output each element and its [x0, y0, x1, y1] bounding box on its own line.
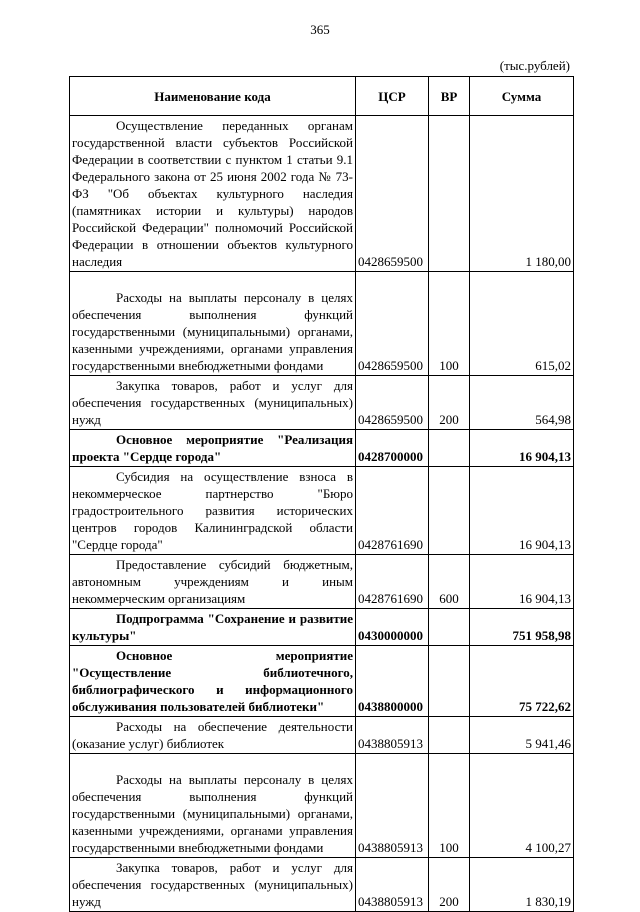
table-row	[70, 467, 574, 555]
row-vr	[429, 717, 470, 754]
row-name: Субсидия на осуществление взноса в некоммерческое партнерство "Бюро градостроительного развития исторических центров городов Калининградской области "Сердце города"	[70, 467, 356, 555]
row-sum: 16 904,13	[470, 555, 574, 609]
row-vr: 100	[429, 754, 470, 858]
row-csr: 0438805913	[356, 754, 429, 858]
row-csr: 0438800000	[356, 646, 429, 717]
table-row	[70, 858, 574, 912]
row-name: Расходы на обеспечение деятельности (оказание услуг) библиотек	[70, 717, 356, 754]
table-row	[70, 116, 574, 272]
row-sum: 5 941,46	[470, 717, 574, 754]
row-sum: 751 958,98	[470, 609, 574, 646]
row-csr: 0438805913	[356, 717, 429, 754]
table-row	[70, 646, 574, 717]
row-vr	[429, 646, 470, 717]
row-name: Осуществление переданных органам государственной власти субъектов Российской Федерации в соответствии с пунктом 1 статьи 9.1 Федерального закона от 25 июня 2002 года № 73-ФЗ "Об объектах культурного наследия (памятниках истории и культуры) народов Российской Федерации" полномочий Российской Федерации в отношении объектов культурного наследия	[70, 116, 356, 272]
row-vr	[429, 609, 470, 646]
header-vr: ВР	[429, 77, 470, 116]
row-sum: 1 830,19	[470, 858, 574, 912]
header-csr: ЦСР	[356, 77, 429, 116]
table-row	[70, 430, 574, 467]
row-vr: 200	[429, 858, 470, 912]
header-name: Наименование кода	[70, 77, 356, 116]
row-vr	[429, 116, 470, 272]
row-sum: 4 100,27	[470, 754, 574, 858]
row-sum: 615,02	[470, 272, 574, 376]
row-name: Расходы на выплаты персоналу в целях обеспечения выполнения функций государственными (муниципальными) органами, казенными учреждениями, органами управления государственными внебюджетными фондами	[70, 272, 356, 376]
row-csr: 0428659500	[356, 272, 429, 376]
row-vr	[429, 430, 470, 467]
row-csr: 0428761690	[356, 555, 429, 609]
row-name: Основное мероприятие "Реализация проекта "Сердце города"	[70, 430, 356, 467]
row-csr: 0430000000	[356, 609, 429, 646]
table-row	[70, 609, 574, 646]
table-header-row	[70, 77, 574, 116]
table-row	[70, 754, 574, 858]
row-sum: 564,98	[470, 376, 574, 430]
row-sum: 1 180,00	[470, 116, 574, 272]
units-note: (тыс.рублей)	[499, 58, 570, 73]
page-number: 365	[310, 22, 330, 37]
row-vr	[429, 467, 470, 555]
row-vr: 200	[429, 376, 470, 430]
row-csr: 0428700000	[356, 430, 429, 467]
row-csr: 0428659500	[356, 376, 429, 430]
row-name: Предоставление субсидий бюджетным, автономным учреждениям и иным некоммерческим организациям	[70, 555, 356, 609]
header-sum: Сумма	[470, 77, 574, 116]
row-sum: 16 904,13	[470, 467, 574, 555]
row-name: Основное мероприятие "Осуществление библиотечного, библиографического и информационного обслуживания пользователей библиотеки"	[70, 646, 356, 717]
row-csr: 0428659500	[356, 116, 429, 272]
table-row	[70, 555, 574, 609]
row-sum: 75 722,62	[470, 646, 574, 717]
table-row	[70, 272, 574, 376]
row-name: Подпрограмма "Сохранение и развитие культуры"	[70, 609, 356, 646]
row-name: Расходы на выплаты персоналу в целях обеспечения выполнения функций государственными (муниципальными) органами, казенными учреждениями, органами управления государственными внебюджетными фондами	[70, 754, 356, 858]
table-row	[70, 717, 574, 754]
row-csr: 0438805913	[356, 858, 429, 912]
row-vr: 600	[429, 555, 470, 609]
row-sum: 16 904,13	[470, 430, 574, 467]
row-csr: 0428761690	[356, 467, 429, 555]
table-row	[70, 376, 574, 430]
row-name: Закупка товаров, работ и услуг для обеспечения государственных (муниципальных) нужд	[70, 376, 356, 430]
row-name: Закупка товаров, работ и услуг для обеспечения государственных (муниципальных) нужд	[70, 858, 356, 912]
budget-table	[69, 76, 574, 912]
row-vr: 100	[429, 272, 470, 376]
